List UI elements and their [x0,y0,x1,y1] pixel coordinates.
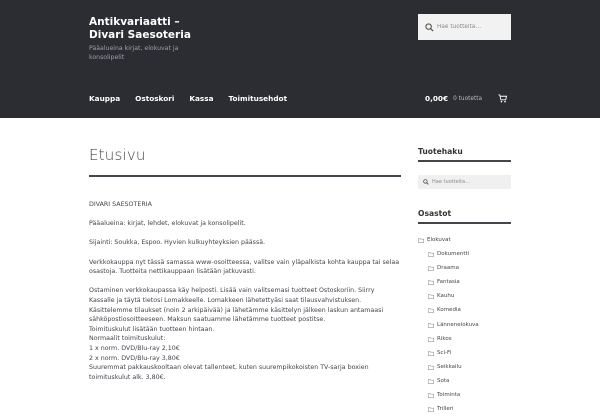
widget-divider [418,222,511,224]
header-cart[interactable] [425,94,507,103]
content-paragraph: Verkkokauppa nyt tässä samassa www-osoitteessa, valitse vain yläpalkista kohta kauppa tai selaa osastoja. Tuotteita nettikauppaan lisätään jatkuvasti. [89,258,400,276]
header-search [418,14,511,40]
folder-icon [428,365,434,370]
cart-icon [498,94,507,103]
category-label: Fantasia [437,279,460,286]
site-title[interactable]: Antikvariaatti – Divari Saesoteria [89,16,191,41]
category-item[interactable] [418,278,518,292]
cart-amount: 0,00€ [425,94,449,103]
category-label: Lännenelokuva [437,321,479,328]
category-item[interactable] [418,292,518,306]
site-header [0,0,600,118]
category-label: Dokumentti [437,251,470,258]
ordering-line: Toimituskulut lisätään tuotteen hintaan. [89,325,215,333]
site-branding [89,16,199,62]
category-item[interactable] [418,405,518,419]
ordering-line: 2 x norm. DVD/Blu-ray 3,80€ [89,354,180,362]
folder-icon [428,351,434,356]
header-search-input[interactable] [437,20,507,34]
folder-icon [428,308,434,313]
category-label: Kauhu [437,293,455,300]
ordering-line: 1 x norm. DVD/Blu-ray 2,10€ [89,344,180,352]
category-item[interactable] [418,321,518,335]
nav-item-toimitusehdot[interactable]: Toimitusehdot [228,94,288,103]
category-item[interactable] [418,250,518,264]
nav-item-kauppa[interactable]: Kauppa [89,94,121,103]
nav-item-ostoskori[interactable]: Ostoskori [135,94,175,103]
category-item[interactable] [418,236,518,250]
folder-icon [428,407,434,412]
cart-count: 0 tuotetta [453,95,483,102]
folder-icon [428,379,434,384]
title-divider [89,175,401,177]
category-item[interactable] [418,264,518,278]
search-icon [425,23,434,32]
content-paragraph: Pääalueina: kirjat, lehdet, elokuvat ja konsolipelit. [89,220,246,228]
folder-icon [428,252,434,257]
sidebar-search [418,175,511,189]
folder-icon [428,266,434,271]
page-title: Etusivu [89,146,146,164]
category-list [418,236,518,419]
folder-icon [428,280,434,285]
content-heading: DIVARI SAESOTERIA [89,201,152,208]
page-content [89,200,401,382]
folder-icon [428,323,434,328]
site-description: Pääalueina kirjat, elokuvat ja konsolipelit [89,45,179,61]
ordering-paragraph: Ostaminen verkkokaupassa käy helposti. Lisää vain valitsemasi tuotteet Ostoskoriin. Siirry Kassalle ja täytä tietosi Lomakkeelle. Lomakkeen lähetettyäsi saat tilausvahvistuksen. Käsittelemme tilaukset (noin 2 arkipäivää) ja lähetämme käsittelyn jälkeen laskun antamaasi sähköpostiosoitteeseen. Maksun saatuamme lähetämme tuotteet postitse. [89,287,384,324]
search-icon [423,179,429,185]
widget-title-product-search: Tuotehaku [418,147,463,156]
category-label: Elokuvat [427,237,451,243]
category-item[interactable] [418,335,518,349]
sidebar-search-input[interactable] [432,177,508,187]
folder-icon [428,337,434,342]
category-item[interactable] [418,377,518,391]
category-label: Toiminta [437,392,461,399]
content-paragraph: Sijainti: Soukka, Espoo. Hyvien kulkuyhteyksien päässä. [89,239,266,247]
folder-icon [418,238,424,243]
widget-divider [418,160,511,162]
category-item[interactable] [418,306,518,320]
category-label: Sci-Fi [437,349,452,356]
nav-item-kassa[interactable]: Kassa [189,94,214,103]
ordering-line: Normaalit toimituskulut: [89,335,166,343]
category-label: Draama [437,265,459,272]
folder-icon [428,393,434,398]
primary-navigation [89,94,302,103]
category-item[interactable] [418,349,518,363]
category-item[interactable] [418,391,518,405]
folder-icon [428,294,434,299]
widget-title-categories: Osastot [418,209,452,218]
ordering-line: Suuremmat pakkauskooltaan olevat tallenteet, kuten suurempikokoisten TV-sarja boxien toimituskulut alk. 3,80€. [89,364,369,381]
category-label: Sota [437,377,450,384]
category-item[interactable] [418,363,518,377]
category-label: Seikkailu [437,363,462,370]
category-label: Trilleri [437,406,454,413]
category-label: Rikos [437,335,452,342]
category-label: Komedia [437,307,461,314]
